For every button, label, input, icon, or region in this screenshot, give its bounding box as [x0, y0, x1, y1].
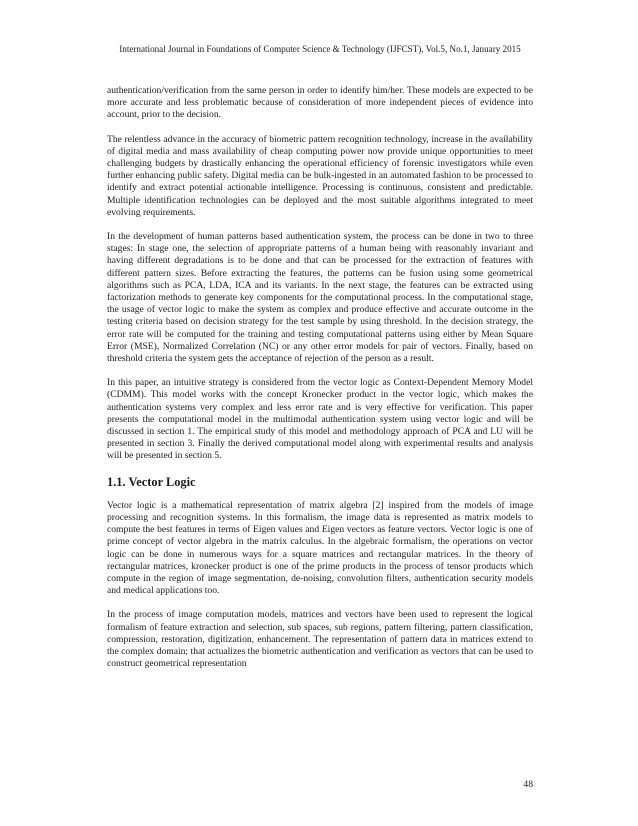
paragraph: authentication/verification from the same person in order to identify him/her. These models are expected to be more accurate and less problematic because of consideration of more independent pieces of evidence into account, prior to the decision. [107, 85, 533, 121]
body-text [107, 85, 533, 682]
paragraph: In the process of image computation models, matrices and vectors have been used to represent the logical formalism of feature extraction and selection, sub spaces, sub regions, pattern filtering, pattern classification, compression, restoration, digitization, enhancement. The representation of pattern data in matrices extend to the complex domain; that actualizes the biometric authentication and verification as vectors that can be used to construct geometrical representation [107, 609, 533, 670]
paragraph: Vector logic is a mathematical representation of matrix algebra [2] inspired from the models of image processing and recognition systems. In this formalism, the image data is represented as matrix models to compute the best features in terms of Eigen values and Eigen vectors as feature vectors. Vector logic is one of prime concept of vector algebra in the matrix calculus. In the algebraic formalism, the operations on vector logic can be done in numerous ways for a square matrices and rectangular matrices. In the theory of rectangular matrices, kronecker product is one of the prime products in the process of tensor products which compute in the region of image segmentation, de-noising, convolution filters, authentication security models and medical applications too. [107, 499, 533, 597]
paragraph: In this paper, an intuitive strategy is considered from the vector logic as Context-Dependent Memory Model (CDMM). This model works with the concept Kronecker product in the vector logic, which makes the authentication systems very complex and less error rate and is very effective for verification. This paper presents the computational model in the multimodal authentication system using vector logic and will be discussed in section 1. The empirical study of this model and methodology approach of PCA and LU will be presented in section 3. Finally the derived computational model along with experimental results and analysis will be presented in section 5. [107, 377, 533, 462]
section-heading: 1.1. Vector Logic [107, 474, 196, 489]
page-number: 48 [523, 779, 533, 790]
journal-header: International Journal in Foundations of Computer Science & Technology (IJFCST), Vol.5, No.1, January 2015 [119, 44, 521, 54]
paragraph: The relentless advance in the accuracy of biometric pattern recognition technology, increase in the availability of digital media and mass availability of cheap computing power now provide unique opportunities to meet challenging budgets by drastically enhancing the operational efficiency of forensic investigators while even further enhancing public safety. Digital media can be bulk-ingested in an automated fashion to be processed to identify and extract potential actionable intelligence. Processing is continuous, consistent and predictable. Multiple identification technologies can be deployed and the most suitable algorithms integrated to meet evolving requirements. [107, 133, 533, 218]
paragraph: In the development of human patterns based authentication system, the process can be done in two to three stages: In stage one, the selection of appropriate patterns of a human being with reasonably invariant and having different degradations is to be done and that can be processed for the extraction of features with different pattern sizes. Before extracting the features, the patterns can be fusion using some geometrical algorithms such as PCA, LDA, ICA and its variants. In the next stage, the features can be extracted using factorization methods to generate key components for the computational process. In the computational stage, the usage of vector logic to make the system as complex and produce effective and accurate outcome in the testing criteria based on decision strategy for the test sample by using threshold. In the decision strategy, the error rate will be computed for the training and testing computational patterns using either by Mean Square Error (MSE), Normalized Correlation (NC) or any other error models for pair of vectors. Finally, based on threshold criteria the system gets the acceptance of rejection of the person as a result. [107, 231, 533, 365]
